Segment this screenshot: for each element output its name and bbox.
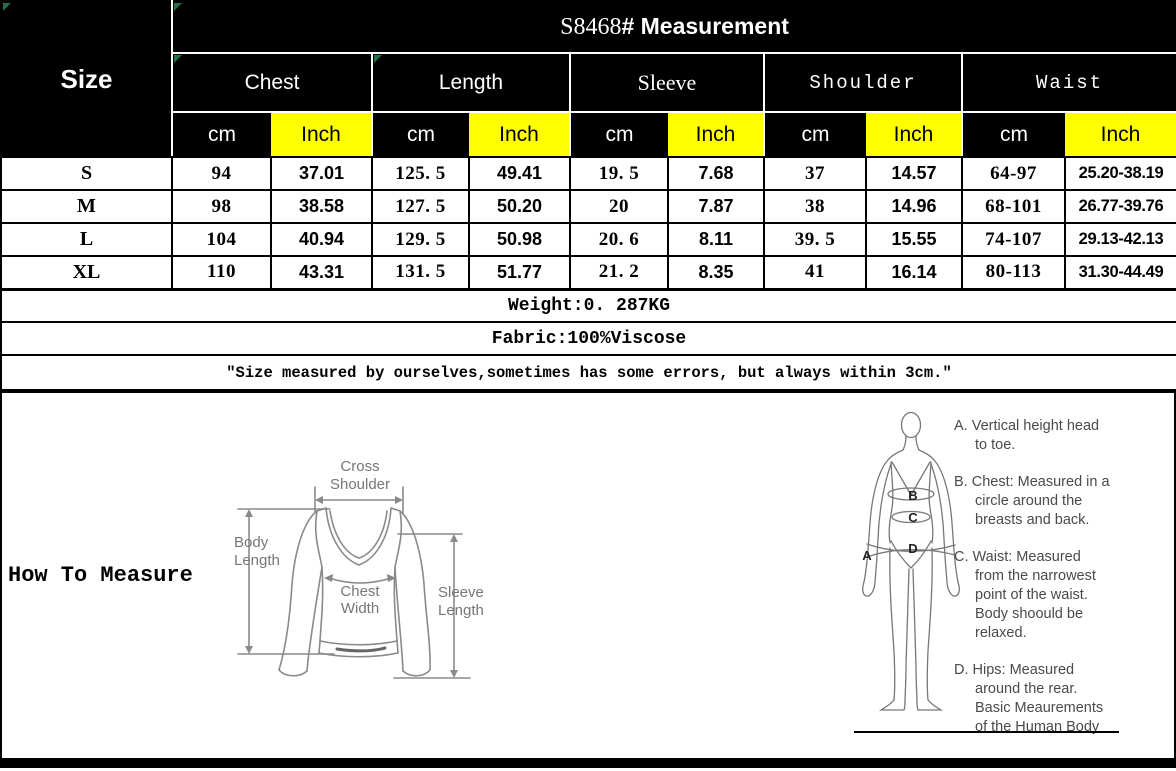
measurement-instruction-b [954,473,1144,530]
size-header-label: Size [60,63,113,94]
instruction-line: Body shoould be [975,606,1084,622]
data-cell: 21. 2 [570,256,668,289]
instruction-line: around the rear. [975,681,1078,697]
data-cell: 43.31 [271,256,372,289]
group-header-chest [172,53,372,112]
data-cell: 8.11 [668,223,764,256]
size-row-l [1,223,1176,256]
units-row [1,112,1176,157]
garment-label-cross: Cross [340,458,380,475]
garment-label-sleeve: Sleeve [438,584,484,601]
unit-header-inch: Inch [469,112,570,157]
size-cell: XL [1,256,172,289]
data-cell: 26.77-39.76 [1065,190,1176,223]
data-cell: 14.57 [866,157,962,190]
size-cell: M [1,190,172,223]
data-cell: 8.35 [668,256,764,289]
size-row-xl [1,256,1176,289]
unit-header-cm: cm [764,112,866,157]
garment-label-chest: Chest [340,583,380,600]
how-to-measure-heading: How To Measure [8,563,193,588]
bottom-border-bar [0,758,1176,768]
data-cell: 14.96 [866,190,962,223]
instruction-line: from the narrowest [975,568,1096,584]
measurement-instruction-d [954,661,1144,737]
data-cell: 104 [172,223,271,256]
instruction-line: circle around the [975,493,1083,509]
weight-row: Weight:0. 287KG [1,289,1176,322]
data-cell: 16.14 [866,256,962,289]
figure-label-a: A [862,548,872,563]
group-label: Chest [244,70,300,94]
data-cell: 50.20 [469,190,570,223]
data-cell: 74-107 [962,223,1065,256]
unit-header-inch: Inch [1065,112,1176,157]
instruction-line: D. Hips: Measured [954,662,1075,678]
data-cell: 41 [764,256,866,289]
fabric-row: Fabric:100%Viscose [1,322,1176,355]
data-cell: 7.87 [668,190,764,223]
data-cell: 68-101 [962,190,1065,223]
instruction-line: A. Vertical height head [954,418,1100,434]
measurement-instruction-c [954,548,1144,643]
instruction-line: Basic Meaurements [975,700,1104,716]
data-cell: 37 [764,157,866,190]
unit-header-cm: cm [570,112,668,157]
data-cell: 25.20-38.19 [1065,157,1176,190]
measurement-note: ″Size measured by ourselves,sometimes has some errors, but always within 3cm.″ [1,355,1176,391]
group-label: Shoulder [809,71,917,94]
data-cell: 94 [172,157,271,190]
garment-label-sleeve-length: Length [438,602,484,619]
instruction-line: B. Chest: Measured in a [954,474,1110,490]
how-to-measure-section [0,393,1176,758]
data-cell: 31.30-44.49 [1065,256,1176,289]
corner-marker-icon [174,55,182,63]
group-header-waist [962,53,1176,112]
figure-divider-line [854,731,1119,733]
garment-label-length: Length [234,552,280,569]
size-row-m [1,190,1176,223]
data-cell: 80-113 [962,256,1065,289]
figure-label-c: C [908,510,918,525]
instruction-line: of the Human Body [975,719,1100,735]
group-header-shoulder [764,53,962,112]
measure-annotations [954,417,1144,755]
data-cell: 125. 5 [372,157,469,190]
garment-label-body: Body [234,534,269,551]
size-row-s [1,157,1176,190]
data-cell: 38.58 [271,190,372,223]
garment-label-width: Width [340,600,380,617]
data-cell: 39. 5 [764,223,866,256]
data-cell: 20. 6 [570,223,668,256]
corner-marker-icon [3,3,11,11]
figure-label-b: B [908,488,918,503]
body-figure-diagram [847,401,967,714]
group-label: Sleeve [637,69,697,95]
unit-header-cm: cm [172,112,271,157]
data-cell: 7.68 [668,157,764,190]
data-cell: 110 [172,256,271,289]
unit-header-inch: Inch [866,112,962,157]
size-header-cell [1,1,172,157]
group-label: Waist [1036,71,1104,94]
data-cell: 127. 5 [372,190,469,223]
group-label: Length [438,70,504,94]
corner-marker-icon [374,55,382,63]
instruction-line: relaxed. [975,625,1027,641]
data-cell: 129. 5 [372,223,469,256]
measurement-instruction-a [954,417,1144,455]
data-cell: 15.55 [866,223,962,256]
data-cell: 50.98 [469,223,570,256]
figure-label-d: D [908,541,918,556]
data-cell: 38 [764,190,866,223]
group-header-length [372,53,570,112]
data-cell: 98 [172,190,271,223]
group-header-sleeve [570,53,764,112]
instruction-line: breasts and back. [975,512,1090,528]
unit-header-cm: cm [962,112,1065,157]
instruction-line: to toe. [975,437,1016,453]
garment-diagram [222,399,542,709]
unit-header-cm: cm [372,112,469,157]
instruction-line: point of the waist. [975,587,1088,603]
data-cell: 37.01 [271,157,372,190]
instruction-line: C. Waist: Measured [954,549,1081,565]
data-cell: 29.13-42.13 [1065,223,1176,256]
data-cell: 20 [570,190,668,223]
data-cell: 64-97 [962,157,1065,190]
data-cell: 19. 5 [570,157,668,190]
model-number: S8468 [560,14,622,40]
corner-marker-icon [174,3,182,11]
data-cell: 131. 5 [372,256,469,289]
size-cell: S [1,157,172,190]
size-cell: L [1,223,172,256]
unit-header-inch: Inch [668,112,764,157]
data-cell: 51.77 [469,256,570,289]
data-cell: 49.41 [469,157,570,190]
table-title: # Measurement [621,13,789,39]
data-cell: 40.94 [271,223,372,256]
unit-header-inch: Inch [271,112,372,157]
garment-label-shoulder: Shoulder [329,476,391,493]
table-title-cell [172,1,1176,53]
